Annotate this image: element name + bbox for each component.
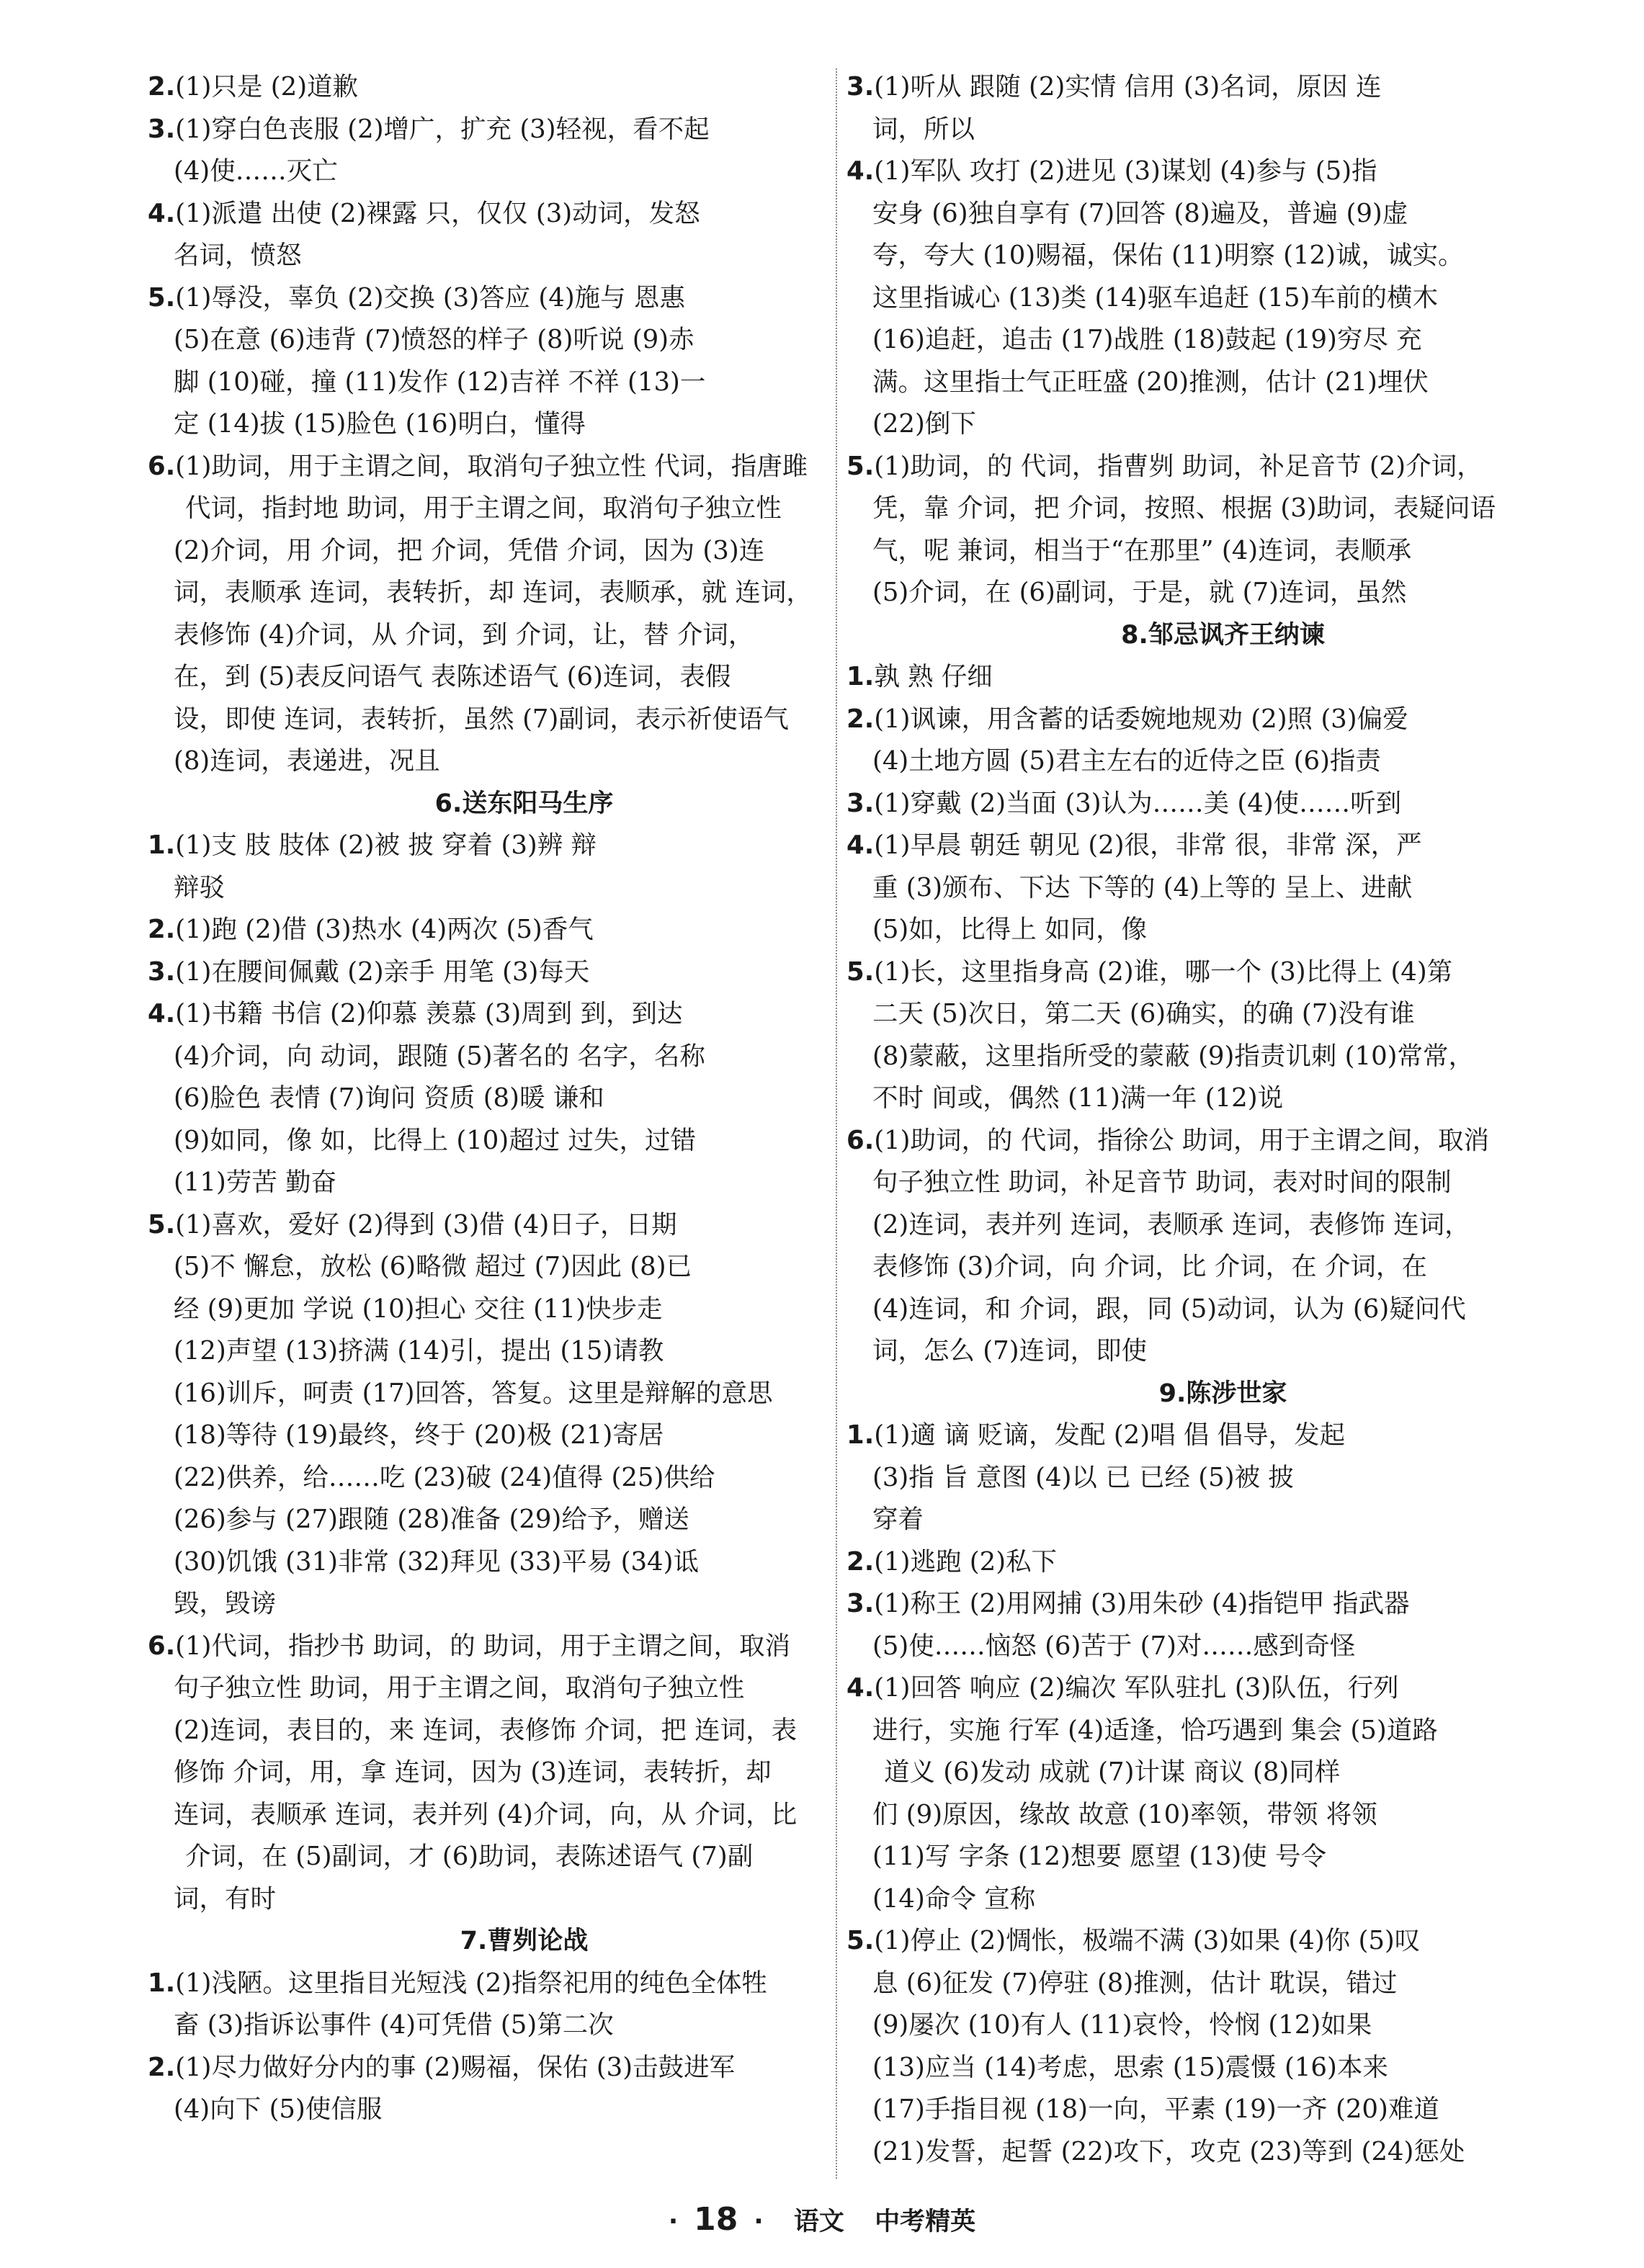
answer-line	[148, 1373, 901, 1415]
answer-line	[846, 446, 1599, 488]
answer-text: (1)书籍 书信 (2)仰慕 羡慕 (3)周到 到，到达	[175, 999, 683, 1028]
answer-text: (1)浅陋。这里指目光短浅 (2)指祭祀用的纯色全体牲	[175, 1968, 768, 1998]
answer-line	[148, 2089, 901, 2131]
answer-text: 凭，靠 介词，把 介词，按照、根据 (3)助词，表疑问语	[872, 493, 1496, 523]
answer-text: 介词，在 (5)副词，才 (6)助词，表陈述语气 (7)副	[185, 1842, 754, 1871]
answer-line	[846, 403, 1599, 446]
answer-line	[846, 193, 1599, 236]
answer-line	[846, 319, 1599, 362]
answer-text: (22)供养，给……吃 (23)破 (24)值得 (25)供给	[174, 1462, 715, 1492]
answer-text: 句子独立性 助词，用于主谓之间，取消句子独立性	[174, 1673, 745, 1703]
answer-line	[846, 2089, 1599, 2131]
answer-line	[148, 151, 901, 193]
answer-line	[148, 403, 901, 446]
section-heading: 6.送东阳马生序	[434, 789, 614, 818]
section-heading: 8.邹忌讽齐王纳谏	[1121, 620, 1325, 650]
answer-text: (8)蒙蔽，这里指所受的蒙蔽 (9)指责讥刺 (10)常常，	[872, 1041, 1475, 1071]
answer-text: 们 (9)原因，缘故 故意 (10)率领，带领 将领	[872, 1799, 1377, 1829]
question-number: 3.	[846, 72, 875, 102]
answer-line	[846, 699, 1599, 741]
footer-series: 中考精英	[875, 2208, 976, 2236]
answer-text: (1)穿戴 (2)当面 (3)认为……美 (4)使……听到	[874, 788, 1402, 818]
answer-line	[148, 699, 901, 741]
answer-line	[148, 1036, 901, 1078]
answer-line	[148, 319, 901, 362]
answer-line	[148, 1541, 901, 1584]
answer-line	[846, 1794, 1599, 1837]
answer-text: 这里指诚心 (13)类 (14)驱车追赶 (15)车前的横木	[872, 282, 1438, 313]
answer-text: 重 (3)颁布、下达 下等的 (4)上等的 呈上、进献	[872, 872, 1413, 902]
column-divider	[836, 68, 837, 2179]
answer-text: (4)向下 (5)使信服	[174, 2094, 383, 2124]
answer-text: (18)等待 (19)最终，终于 (20)极 (21)寄居	[174, 1420, 664, 1450]
right-column	[846, 66, 1599, 2173]
question-number: 6.	[148, 1631, 176, 1661]
answer-text: 代词，指封地 助词，用于主谓之间，取消句子独立性	[185, 493, 782, 523]
question-number: 4.	[846, 156, 875, 186]
question-number: 3.	[846, 788, 875, 818]
answer-line	[846, 1836, 1599, 1878]
answer-text: 设，即使 连词，表转折，虽然 (7)副词，表示祈使语气	[174, 704, 789, 734]
answer-text: 进行，实施 行军 (4)适逢，恰巧遇到 集会 (5)道路	[872, 1715, 1438, 1745]
answer-line	[148, 740, 901, 783]
answer-text: (1)代词，指抄书 助词，的 助词，用于主谓之间，取消	[175, 1631, 791, 1661]
answer-text: (2)介词，用 介词，把 介词，凭借 介词，因为 (3)连	[174, 535, 765, 565]
answer-line	[148, 2004, 901, 2047]
answer-line	[148, 614, 901, 657]
answer-line	[846, 1077, 1599, 1120]
answer-text: (17)手指目视 (18)一向，平素 (19)一齐 (20)难道	[872, 2094, 1439, 2124]
answer-text: 在，到 (5)表反问语气 表陈述语气 (6)连词，表假	[174, 662, 731, 691]
answer-text: (16)追赶，追击 (17)战胜 (18)鼓起 (19)穷尽 充	[872, 325, 1422, 354]
answer-text: 修饰 介词，用，拿 连词，因为 (3)连词，表转折，却	[174, 1757, 772, 1787]
answer-line	[846, 2047, 1599, 2089]
answer-line	[846, 909, 1599, 951]
answer-text: (4)介词，向 动词，跟随 (5)著名的 名字，名称	[174, 1041, 705, 1071]
answer-text: (1)回答 响应 (2)编次 军队驻扎 (3)队伍，行列	[874, 1673, 1399, 1703]
answer-line	[148, 572, 901, 614]
answer-line	[148, 993, 901, 1036]
answer-line	[846, 1499, 1599, 1541]
question-number: 6.	[846, 1125, 875, 1155]
answer-line	[148, 1626, 901, 1668]
answer-line	[846, 109, 1599, 151]
answer-text: 词，表顺承 连词，表转折，却 连词，表顺承，就 连词，	[174, 578, 812, 607]
answer-line	[148, 362, 901, 404]
answer-text: (3)指 旨 意图 (4)以 已 已经 (5)被 披	[872, 1462, 1294, 1492]
answer-line	[846, 740, 1599, 783]
question-number: 5.	[148, 282, 176, 313]
question-number: 1.	[846, 662, 875, 691]
answer-line	[846, 1878, 1599, 1921]
answer-text: 表修饰 (4)介词，从 介词，到 介词，让，替 介词，	[174, 619, 754, 650]
answer-text: (13)应当 (14)考虑，思索 (15)震慑 (16)本来	[872, 2052, 1388, 2082]
answer-text: (16)训斥，呵责 (17)回答，答复。这里是辩解的意思	[174, 1378, 773, 1408]
answer-line	[846, 2131, 1599, 2174]
answer-line	[846, 362, 1599, 404]
answer-text: (5)介词，在 (6)副词，于是，就 (7)连词，虽然	[872, 578, 1407, 607]
answer-text: (1)助词，的 代词，指徐公 助词，用于主谓之间，取消	[874, 1125, 1490, 1155]
answer-line	[148, 1963, 901, 2005]
answer-text: (1)停止 (2)惆怅，极端不满 (3)如果 (4)你 (5)叹	[874, 1926, 1421, 1955]
answer-text: 气，呢 兼词，相当于“在那里” (4)连词，表顺承	[872, 535, 1412, 565]
answer-line	[846, 2004, 1599, 2047]
question-number: 5.	[846, 1926, 875, 1955]
question-number: 4.	[148, 198, 176, 228]
answer-text: (1)適 谪 贬谪，发配 (2)唱 倡 倡导，发起	[874, 1420, 1346, 1450]
answer-line	[148, 1415, 901, 1457]
answer-text: (5)在意 (6)违背 (7)愤怒的样子 (8)听说 (9)赤	[174, 325, 694, 354]
answer-line	[148, 1246, 901, 1288]
answer-line	[148, 909, 901, 951]
answer-line	[846, 783, 1599, 825]
answer-text: 脚 (10)碰，撞 (11)发作 (12)吉祥 不祥 (13)一	[174, 367, 706, 397]
answer-text: 表修饰 (3)介词，向 介词，比 介词，在 介词，在	[872, 1252, 1427, 1281]
answer-text: (9)屡次 (10)有人 (11)哀怜，怜悯 (12)如果	[872, 2010, 1372, 2040]
footer-bullet-left: ·	[668, 2208, 679, 2236]
question-number: 1.	[846, 1420, 875, 1450]
answer-line	[148, 825, 901, 867]
question-number: 4.	[846, 830, 875, 860]
answer-line	[148, 235, 901, 277]
answer-text: (1)助词，用于主谓之间，取消句子独立性 代词，指唐雎	[175, 451, 808, 481]
answer-text: 连词，表顺承 连词，表并列 (4)介词，向，从 介词，比	[174, 1799, 798, 1829]
answer-text: (1)早晨 朝廷 朝见 (2)很，非常 很，非常 深，严	[874, 830, 1422, 860]
answer-line	[148, 66, 901, 109]
answer-text: 穿着	[872, 1505, 924, 1534]
answer-text: (5)不 懈怠，放松 (6)略微 超过 (7)因此 (8)已	[174, 1252, 692, 1281]
answer-text: 畜 (3)指诉讼事件 (4)可凭借 (5)第二次	[174, 2010, 614, 2040]
answer-text: (1)喜欢，爱好 (2)得到 (3)借 (4)日子，日期	[175, 1209, 677, 1240]
answer-line	[148, 1752, 901, 1794]
question-number: 1.	[148, 1968, 176, 1998]
answer-line	[846, 951, 1599, 994]
footer-bullet-right: ·	[754, 2208, 764, 2236]
answer-text: (1)辱没，辜负 (2)交换 (3)答应 (4)施与 恩惠	[175, 282, 685, 313]
answer-line	[846, 1415, 1599, 1457]
question-number: 3.	[148, 956, 176, 987]
answer-line	[846, 1162, 1599, 1204]
answer-line	[148, 446, 901, 488]
footer-subject: 语文	[793, 2208, 844, 2236]
answer-line	[846, 1583, 1599, 1626]
answer-line	[846, 1667, 1599, 1710]
answer-line	[148, 1162, 901, 1204]
answer-text: 毁，毁谤	[174, 1589, 277, 1618]
question-number: 2.	[148, 2052, 176, 2082]
answer-line	[846, 1204, 1599, 1247]
answer-text: (1)军队 攻打 (2)进见 (3)谋划 (4)参与 (5)指	[874, 156, 1377, 186]
answer-text: 词，有时	[174, 1883, 277, 1914]
answer-line	[148, 1330, 901, 1373]
answer-line	[148, 1457, 901, 1500]
answer-text: 名词，愤怒	[174, 241, 302, 270]
answer-line	[148, 1288, 901, 1331]
answer-text: 息 (6)征发 (7)停驻 (8)推测，估计 耽误，错过	[872, 1968, 1398, 1998]
answer-line	[148, 951, 901, 994]
answer-text: (1)助词，的 代词，指曹刿 助词，补足音节 (2)介词，	[874, 451, 1483, 481]
answer-line	[846, 1288, 1599, 1331]
question-number: 5.	[846, 956, 875, 987]
answer-text: (21)发誓，起誓 (22)攻下，攻克 (23)等到 (24)惩处	[872, 2136, 1465, 2166]
answer-line	[148, 1583, 901, 1626]
answer-text: (1)支 肢 肢体 (2)被 披 穿着 (3)辨 辩	[175, 830, 597, 860]
answer-line	[148, 1120, 901, 1162]
answer-text: (11)写 字条 (12)想要 愿望 (13)使 号令	[872, 1842, 1327, 1871]
question-number: 3.	[148, 114, 176, 144]
answer-line	[846, 572, 1599, 614]
answer-line	[148, 2047, 901, 2089]
page-number: 18	[694, 2201, 738, 2238]
question-number: 1.	[148, 830, 176, 860]
answer-line	[846, 1963, 1599, 2005]
answer-line	[846, 151, 1599, 193]
answer-line	[846, 1920, 1599, 1963]
question-number: 2.	[846, 1546, 875, 1577]
answer-text: (5)使……恼怒 (6)苦于 (7)对……感到奇怪	[872, 1631, 1356, 1661]
answer-text: (1)长，这里指身高 (2)谁，哪一个 (3)比得上 (4)第	[874, 956, 1453, 987]
answer-text: (1)称王 (2)用网捕 (3)用朱砂 (4)指铠甲 指武器	[874, 1589, 1410, 1618]
answer-text: 定 (14)拔 (15)脸色 (16)明白，懂得	[174, 409, 586, 439]
answer-text: (4)使……灭亡	[174, 156, 338, 186]
question-number: 5.	[846, 451, 875, 481]
answer-text: (1)尽力做好分内的事 (2)赐福，保佑 (3)击鼓进军	[175, 2052, 736, 2082]
answer-text: 句子独立性 助词，补足音节 助词，表对时间的限制	[872, 1167, 1452, 1197]
answer-text: (1)穿白色丧服 (2)增广，扩充 (3)轻视，看不起	[175, 114, 710, 144]
answer-line	[846, 825, 1599, 867]
answer-line	[846, 1626, 1599, 1668]
answer-line	[846, 993, 1599, 1036]
answer-text: (11)劳苦 勤奋	[174, 1167, 337, 1197]
answer-text: 二天 (5)次日，第二天 (6)确实，的确 (7)没有谁	[872, 999, 1415, 1028]
answer-line	[148, 1077, 901, 1120]
question-number: 2.	[846, 704, 875, 734]
answer-line	[846, 530, 1599, 573]
answer-text: 安身 (6)独自享有 (7)回答 (8)遍及，普遍 (9)虚	[872, 198, 1408, 228]
answer-line	[148, 867, 901, 910]
answer-line	[846, 1036, 1599, 1078]
page-footer	[0, 2201, 1644, 2238]
answer-line	[148, 1710, 901, 1752]
answer-line	[846, 277, 1599, 320]
answer-line	[148, 109, 901, 151]
answer-line	[148, 193, 901, 236]
answer-line	[846, 1457, 1599, 1500]
answer-line	[846, 1246, 1599, 1288]
answer-text: 词，所以	[872, 114, 975, 144]
answer-line	[148, 656, 901, 699]
answer-line	[846, 488, 1599, 530]
answer-text: (4)连词，和 介词，跟，同 (5)动词，认为 (6)疑问代	[872, 1294, 1466, 1324]
answer-line	[148, 530, 901, 573]
answer-line	[148, 1667, 901, 1710]
answer-text: (9)如同，像 如，比得上 (10)超过 过失，过错	[174, 1125, 697, 1155]
answer-text: (1)讽谏，用含蓄的话委婉地规劝 (2)照 (3)偏爱	[874, 704, 1408, 734]
answer-line	[148, 1878, 901, 1921]
answer-text: 满。这里指士气正旺盛 (20)推测，估计 (21)埋伏	[872, 367, 1429, 397]
answer-text: 夸，夸大 (10)赐福，保佑 (11)明察 (12)诚，诚实。	[872, 241, 1464, 270]
answer-line	[846, 66, 1599, 109]
answer-line	[148, 488, 901, 530]
left-column	[148, 66, 901, 2131]
answer-text: (22)倒下	[872, 409, 976, 439]
section-heading: 9.陈涉世家	[1158, 1379, 1287, 1408]
question-number: 3.	[846, 1589, 875, 1618]
answer-text: (5)如，比得上 如同，像	[872, 915, 1148, 944]
question-number: 5.	[148, 1209, 176, 1240]
answer-line	[846, 1752, 1599, 1794]
answer-line	[846, 867, 1599, 910]
answer-line	[148, 1836, 901, 1878]
answer-text: 道义 (6)发动 成就 (7)计谋 商议 (8)同样	[884, 1757, 1341, 1787]
answer-text: 经 (9)更加 学说 (10)担心 交往 (11)快步走	[174, 1294, 663, 1324]
answer-text: (8)连词，表递进，况且	[174, 746, 440, 776]
answer-text: 词，怎么 (7)连词，即使	[872, 1336, 1148, 1366]
answer-line	[148, 1794, 901, 1837]
answer-text: (1)听从 跟随 (2)实情 信用 (3)名词，原因 连	[874, 72, 1382, 102]
answer-text: (4)土地方圆 (5)君主左右的近侍之臣 (6)指责	[872, 746, 1381, 776]
answer-line	[846, 1120, 1599, 1162]
answer-text: (1)只是 (2)道歉	[175, 72, 359, 102]
answer-line	[148, 1499, 901, 1541]
answer-line	[148, 277, 901, 320]
answer-line	[846, 1330, 1599, 1373]
question-number: 2.	[148, 72, 176, 102]
answer-text: (1)跑 (2)借 (3)热水 (4)两次 (5)香气	[175, 915, 594, 944]
answer-text: (12)声望 (13)挤满 (14)引，提出 (15)请教	[174, 1336, 664, 1366]
answer-text: 辩驳	[174, 872, 225, 902]
question-number: 2.	[148, 915, 176, 944]
answer-text: (2)连词，表并列 连词，表顺承 连词，表修饰 连词，	[872, 1209, 1470, 1240]
answer-text: (1)派遣 出使 (2)裸露 只，仅仅 (3)动词，发怒	[175, 198, 700, 228]
answer-text: (26)参与 (27)跟随 (28)准备 (29)给予，赠送	[174, 1505, 689, 1534]
answer-text: (1)逃跑 (2)私下	[874, 1546, 1058, 1577]
question-number: 4.	[846, 1673, 875, 1703]
section-heading: 7.曹刿论战	[460, 1927, 589, 1955]
answer-line	[846, 656, 1599, 699]
answer-text: (6)脸色 表情 (7)询问 资质 (8)暖 谦和	[174, 1083, 604, 1113]
answer-text: (1)在腰间佩戴 (2)亲手 用笔 (3)每天	[175, 956, 590, 987]
question-number: 6.	[148, 451, 176, 481]
question-number: 4.	[148, 999, 176, 1028]
answer-line	[846, 1710, 1599, 1752]
answer-text: (2)连词，表目的，来 连词，表修饰 介词，把 连词，表	[174, 1715, 798, 1745]
answer-text: 孰 熟 仔细	[874, 662, 993, 691]
answer-text: 不时 间或，偶然 (11)满一年 (12)说	[872, 1083, 1284, 1113]
answer-line	[846, 235, 1599, 277]
answer-text: (30)饥饿 (31)非常 (32)拜见 (33)平易 (34)诋	[174, 1546, 699, 1577]
answer-line	[148, 1204, 901, 1247]
answer-line	[846, 1541, 1599, 1584]
answer-text: (14)命令 宣称	[872, 1883, 1036, 1914]
